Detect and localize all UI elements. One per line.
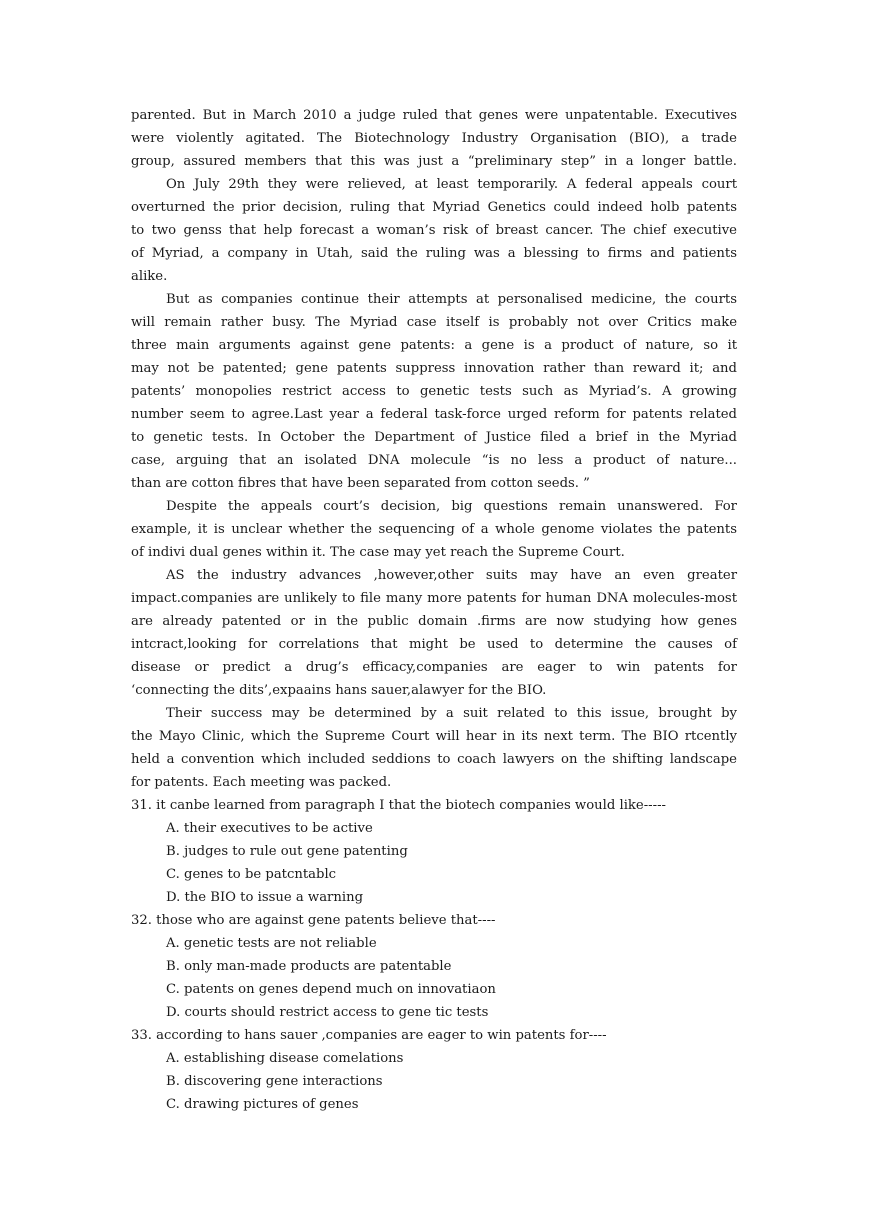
- passage-line: alike.: [131, 269, 168, 284]
- answer-option: B. judges to rule out gene patenting: [166, 844, 408, 859]
- passage-line: case, arguing that an isolated DNA molecule “is no less a product of nature...: [131, 453, 737, 468]
- passage-line: of Myriad, a company in Utah, said the ruling was a blessing to firms and patients: [131, 246, 737, 261]
- question-stem: 31. it canbe learned from paragraph I that the biotech companies would like-----: [131, 798, 667, 813]
- document-body: [131, 104, 737, 1116]
- answer-option: C. drawing pictures of genes: [166, 1097, 359, 1112]
- answer-option: A. genetic tests are not reliable: [166, 936, 377, 951]
- question-stem: 33. according to hans sauer ,companies are eager to win patents for----: [131, 1028, 607, 1043]
- passage-line: example, it is unclear whether the sequencing of a whole genome violates the patents: [131, 522, 737, 537]
- passage-line: of indivi dual genes within it. The case may yet reach the Supreme Court.: [131, 545, 625, 560]
- passage-line: On July 29th they were relieved, at least temporarily. A federal appeals court: [166, 177, 737, 192]
- passage-line: to two genss that help forecast a woman’s risk of breast cancer. The chief executive: [131, 223, 737, 238]
- answer-option: A. establishing disease comelations: [166, 1051, 404, 1066]
- passage-line: overturned the prior decision, ruling that Myriad Genetics could indeed holb patents: [131, 200, 737, 215]
- passage-line: to genetic tests. In October the Department of Justice filed a brief in the Myriad: [131, 430, 737, 445]
- answer-option: A. their executives to be active: [166, 821, 373, 836]
- question-list: [131, 794, 737, 1116]
- passage-line: for patents. Each meeting was packed.: [131, 775, 392, 790]
- passage-line: the Mayo Clinic, which the Supreme Court will hear in its next term. The BIO rtcently: [131, 729, 737, 744]
- passage-line: will remain rather busy. The Myriad case itself is probably not over Critics make: [131, 315, 737, 330]
- passage-line: were violently agitated. The Biotechnology Industry Organisation (BIO), a trade: [131, 131, 737, 146]
- passage-line: But as companies continue their attempts at personalised medicine, the courts: [166, 292, 737, 307]
- passage-line: impact.companies are unlikely to file many more patents for human DNA molecules-most: [131, 591, 737, 606]
- reading-passage: [131, 104, 737, 794]
- answer-option: C. patents on genes depend much on innovatiaon: [166, 982, 496, 997]
- answer-option: B. only man-made products are patentable: [166, 959, 452, 974]
- answer-option: D. courts should restrict access to gene tic tests: [166, 1005, 489, 1020]
- passage-line: intcract,looking for correlations that might be used to determine the causes of: [131, 637, 737, 652]
- answer-option: D. the BIO to issue a warning: [166, 890, 364, 905]
- passage-line: held a convention which included seddions to coach lawyers on the shifting landscape: [131, 752, 737, 767]
- passage-line: patents’ monopolies restrict access to genetic tests such as Myriad’s. A growing: [131, 384, 737, 399]
- passage-line: three main arguments against gene patents: a gene is a product of nature, so it: [131, 338, 737, 353]
- passage-line: ‘connecting the dits’,expaains hans sauer,alawyer for the BIO.: [131, 683, 547, 698]
- answer-option: B. discovering gene interactions: [166, 1074, 383, 1089]
- passage-line: than are cotton fibres that have been separated from cotton seeds. ”: [131, 476, 590, 491]
- passage-line: AS the industry advances ,however,other suits may have an even greater: [166, 568, 737, 583]
- question-stem: 32. those who are against gene patents believe that----: [131, 913, 496, 928]
- answer-option: C. genes to be patcntablc: [166, 867, 337, 882]
- passage-line: are already patented or in the public domain .firms are now studying how genes: [131, 614, 737, 629]
- passage-line: disease or predict a drug’s efficacy,companies are eager to win patents for: [131, 660, 737, 675]
- passage-line: parented. But in March 2010 a judge ruled that genes were unpatentable. Executives: [131, 108, 737, 123]
- passage-line: may not be patented; gene patents suppress innovation rather than reward it; and: [131, 361, 737, 376]
- passage-line: Their success may be determined by a suit related to this issue, brought by: [166, 706, 737, 721]
- passage-line: Despite the appeals court’s decision, big questions remain unanswered. For: [166, 499, 737, 514]
- passage-line: group, assured members that this was just a “preliminary step” in a longer battle.: [131, 154, 737, 169]
- passage-line: number seem to agree.Last year a federal task-force urged reform for patents related: [131, 407, 737, 422]
